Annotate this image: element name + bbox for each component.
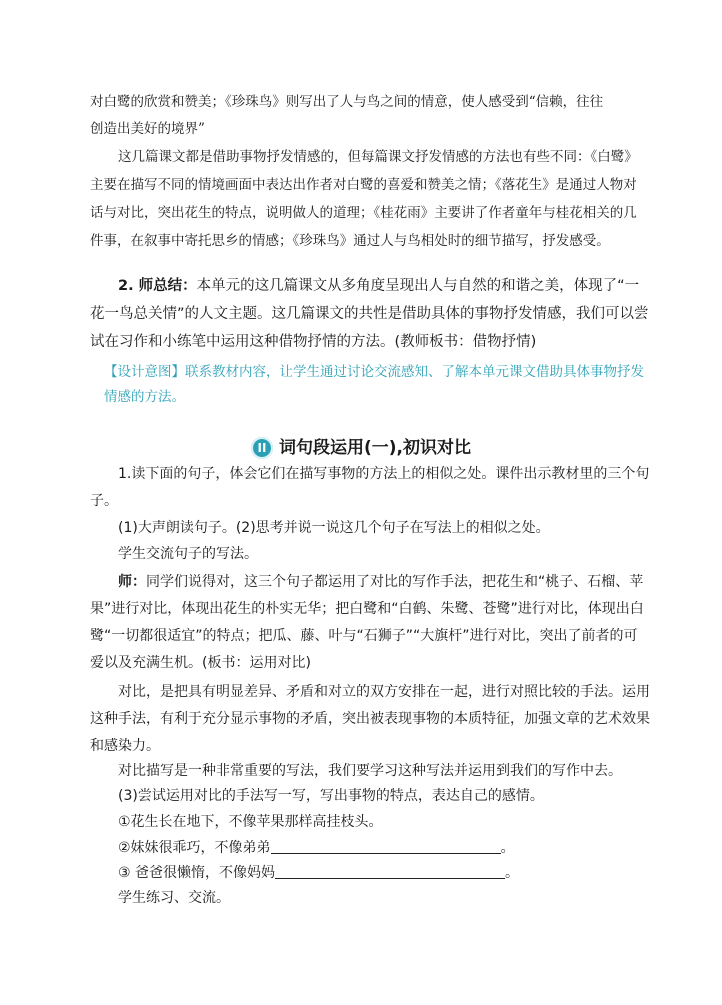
teacher-explanation-paragraph: [90, 569, 650, 677]
teacher-summary-paragraph: [90, 272, 650, 356]
example-sentence-3: [118, 861, 519, 885]
example-2-prefix: ②妹妹很乖巧，不像弟弟: [118, 840, 271, 856]
teacher-summary-text: 本单元的这几篇课文从多角度呈现出人与自然的和谐之美，体现了“一花一鸟总关情”的人文主题。这几篇课文的共性是借助具体的事物抒发情感，我们可以尝试在习作和小练笔中运用这种借物抒情的方法。(教师板书：借物抒情): [90, 278, 649, 350]
student-activity-line: 学生交流句子的写法。: [118, 546, 258, 562]
student-practice-line: 学生练习、交流。: [118, 890, 230, 906]
task-steps-line: (1)大声朗读句子。(2)思考并说一说这几个句子在写法上的相似之处。: [118, 520, 550, 536]
example-sentence-1: ①花生长在地下，不像苹果那样高挂枝头。: [118, 814, 383, 830]
section-number-badge: II: [251, 437, 273, 459]
fill-in-blank-3[interactable]: [275, 864, 505, 879]
paragraph-line: 创造出美好的境界”: [90, 121, 205, 137]
design-intent-label: 【设计意图】: [104, 364, 185, 380]
example-3-prefix: ③ 爸爸很懒惰，不像妈妈: [118, 865, 276, 881]
teacher-summary-label: 2. 师总结：: [118, 278, 197, 294]
practice-instruction-line: (3)尝试运用对比的手法写一写，写出事物的特点，表达自己的感情。: [118, 788, 544, 804]
teacher-explanation-text: 同学们说得对，这三个句子都运用了对比的写作手法，把花生和“桃子、石榴、苹果”进行对比，体现出花生的朴实无华；把白鹭和“白鹤、朱鹭、苍鹭”进行对比，体现出白鹭“一切都很适宜”的特点；把瓜、藤、叶与“石狮子”“大旗杆”进行对比，突出了前者的可爱以及充满生机。(板书：运用对比): [90, 574, 644, 671]
task-1-paragraph: 1.读下面的句子，体会它们在描写事物的方法上的相似之处。课件出示教材里的三个句子。: [90, 466, 650, 509]
example-sentence-2: [118, 836, 515, 860]
contrast-importance-line: 对比描写是一种非常重要的写法，我们要学习这种写法并运用到我们的写作中去。: [118, 763, 622, 779]
design-intent-note: [104, 360, 650, 410]
fill-in-blank-2[interactable]: [271, 839, 501, 854]
contrast-definition-paragraph: 对比，是把具有明显差异、矛盾和对立的双方安排在一起，进行对照比较的手法。运用这种手法，有利于充分显示事物的矛盾，突出被表现事物的本质特征，加强文章的艺术效果和感染力。: [90, 684, 650, 754]
design-intent-text: 联系教材内容，让学生通过讨论交流感知、了解本单元课文借助具体事物抒发情感的方法。: [104, 364, 644, 405]
paragraph-line: 对白鹭的欣赏和赞美；《珍珠鸟》则写出了人与鸟之间的情意，使人感受到“信赖，往往: [90, 94, 604, 110]
section-title: 词句段运用(一),初识对比: [279, 438, 471, 458]
example-3-suffix: 。: [505, 865, 520, 881]
section-heading: [0, 433, 722, 459]
example-2-suffix: 。: [500, 840, 515, 856]
teacher-label: 师：: [118, 574, 146, 590]
summary-paragraph: 这几篇课文都是借助事物抒发情感的，但每篇课文抒发情感的方法也有些不同：《白鹭》主要在描写不同的情境画面中表达出作者对白鹭的喜爱和赞美之情；《落花生》是通过人物对话与对比，突出花生的特点，说明做人的道理；《桂花雨》主要讲了作者童年与桂花相关的几件事，在叙事中寄托思乡的情感；《珍珠鸟》通过人与鸟相处时的细节描写，抒发感受。: [90, 149, 638, 249]
